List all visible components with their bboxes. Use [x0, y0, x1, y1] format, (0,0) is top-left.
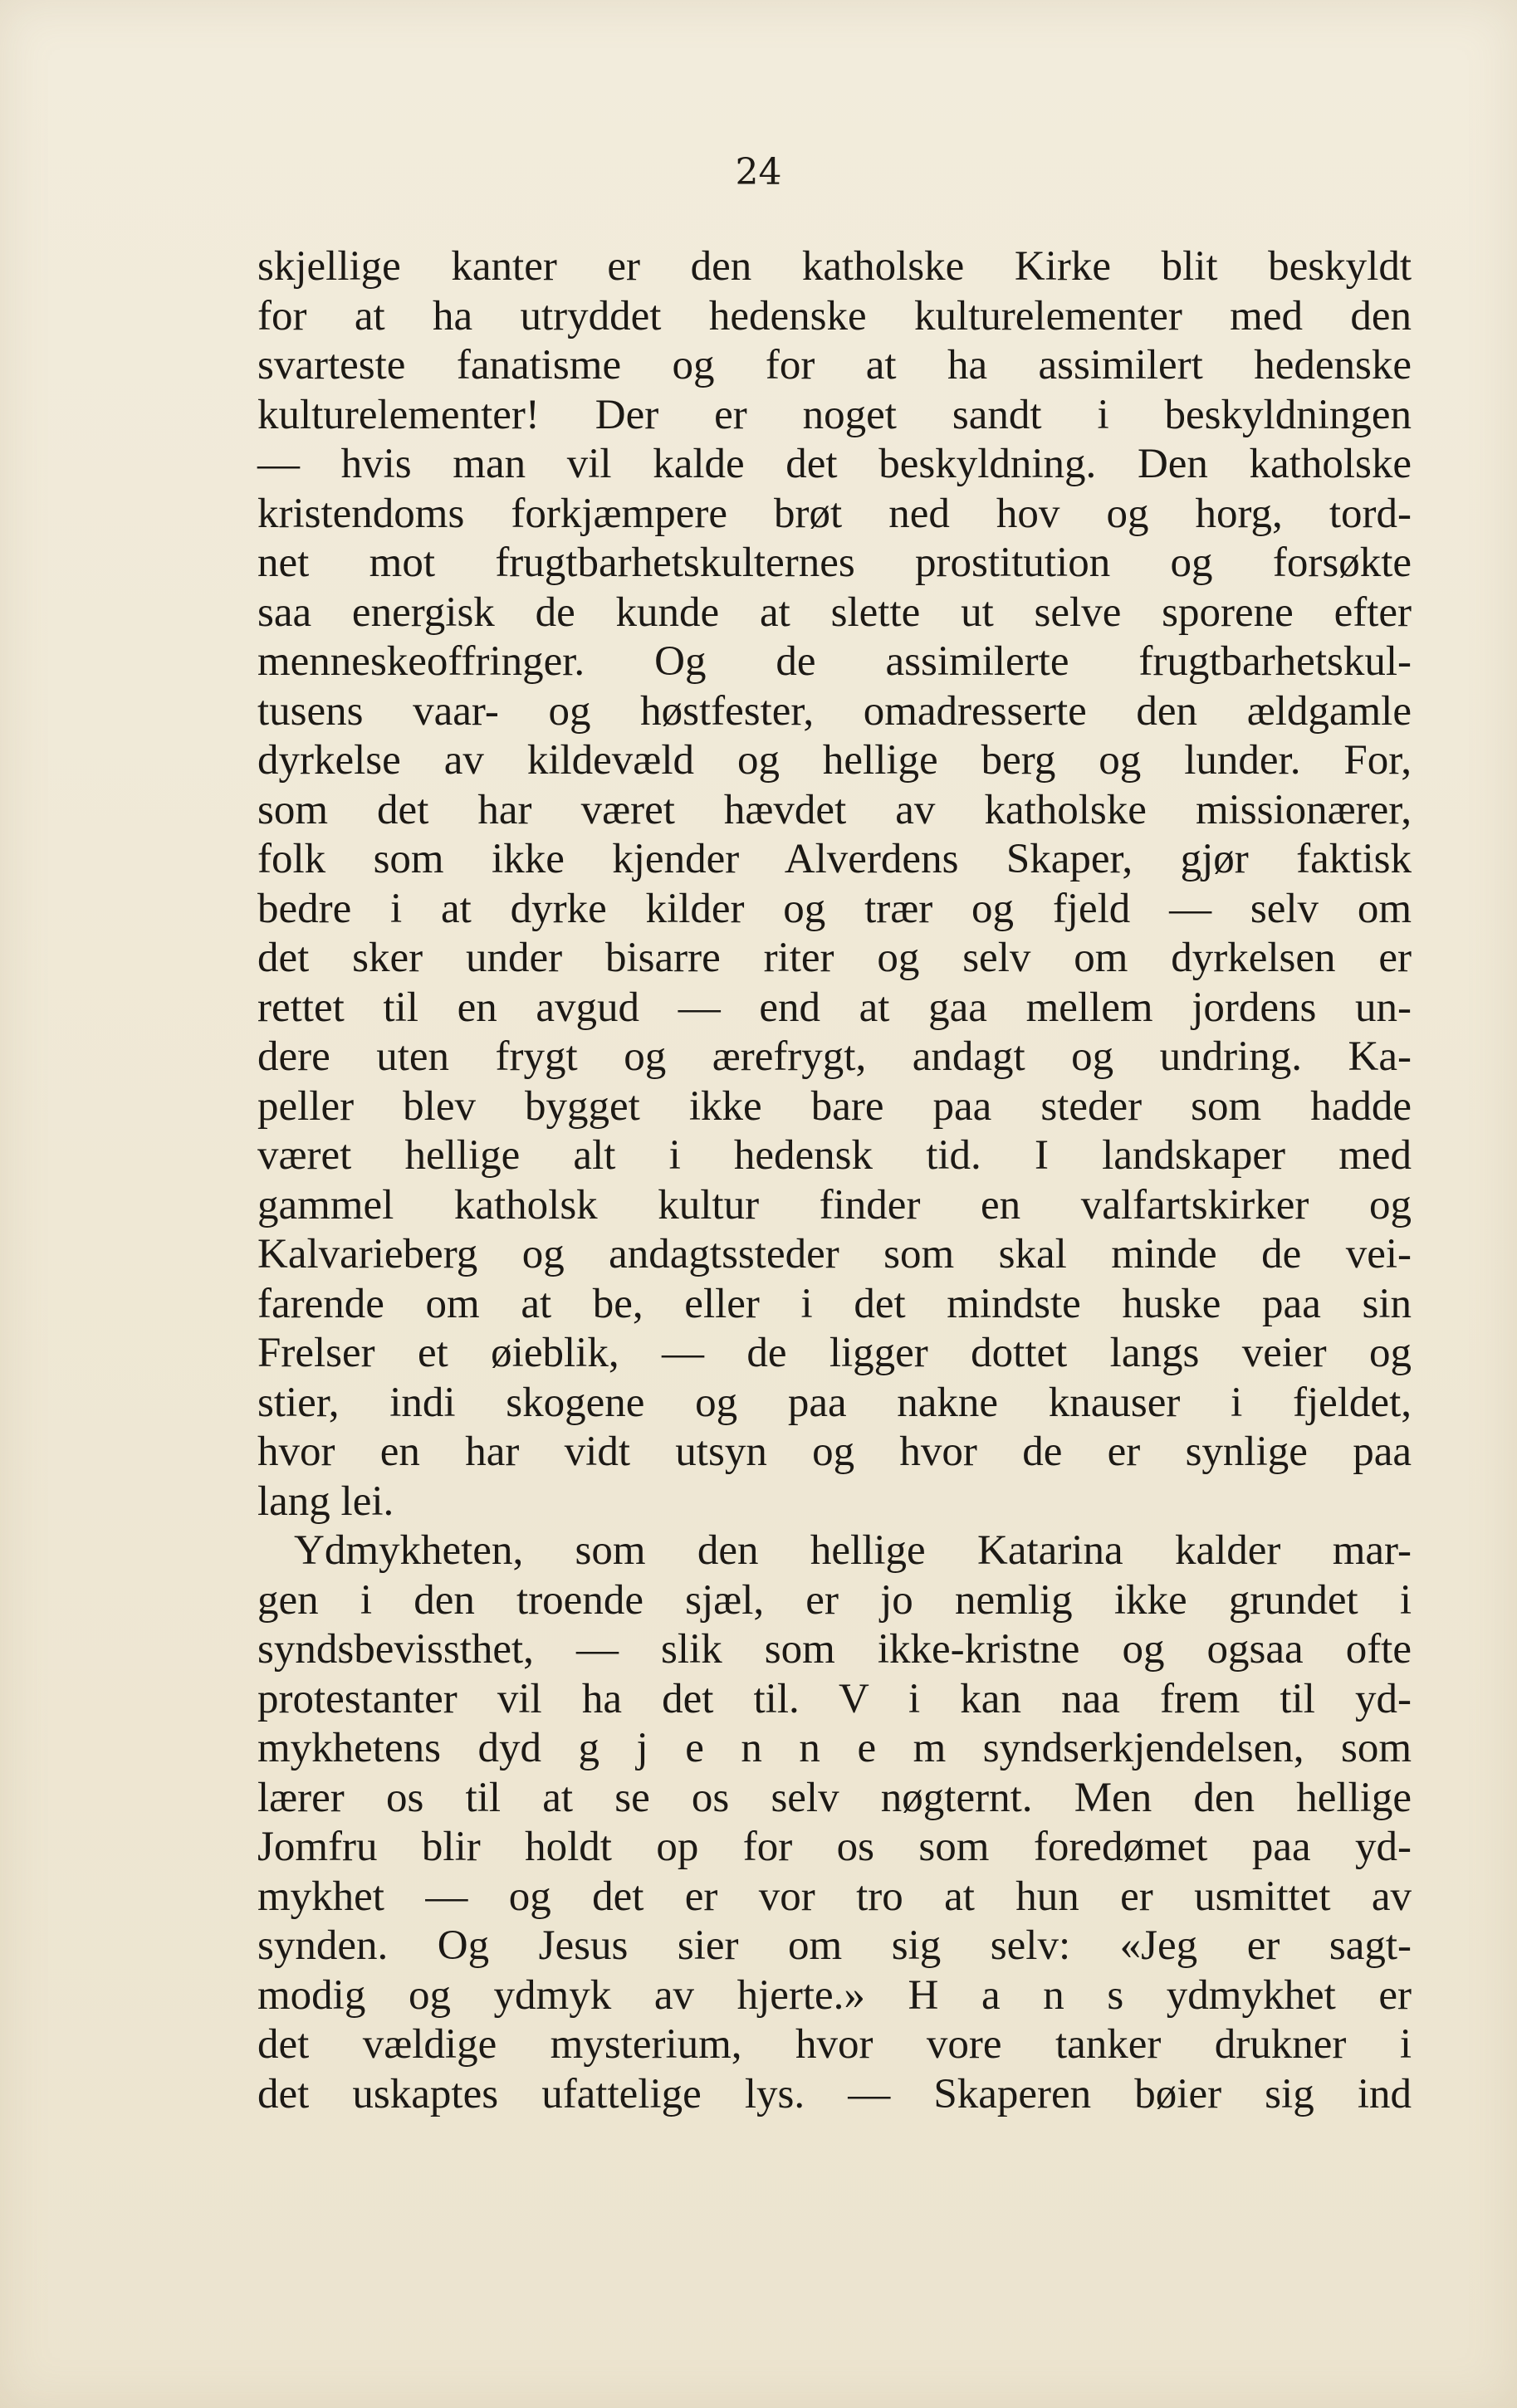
text-line: dere uten frygt og ærefrygt, andagt og undring. Ka-	[257, 1033, 1412, 1080]
text-line: dyrkelse av kildevæld og hellige berg og lunder. For,	[257, 737, 1412, 784]
text-line: som det har været hævdet av katholske missionærer,	[257, 786, 1412, 833]
text-line: syndsbevissthet, — slik som ikke-kristne og ogsaa ofte	[257, 1626, 1412, 1673]
text-line: menneskeoffringer. Og de assimilerte frugtbarhetskul-	[257, 638, 1412, 685]
text-line: Frelser et øieblik, — de ligger dottet langs veier og	[257, 1330, 1412, 1376]
text-line: stier, indi skogene og paa nakne knauser i fjeldet,	[257, 1379, 1412, 1426]
text-line: rettet til en avgud — end at gaa mellem jordens un-	[257, 984, 1412, 1031]
text-line: været hellige alt i hedensk tid. I landskaper med	[257, 1132, 1412, 1179]
text-line: Ydmykheten, som den hellige Katarina kalder mar-	[294, 1527, 1412, 1574]
text-line: — hvis man vil kalde det beskyldning. Den katholske	[257, 441, 1412, 487]
text-line: det vældige mysterium, hvor vore tanker drukner i	[257, 2021, 1412, 2068]
text-line: Jomfru blir holdt op for os som foredømet paa yd-	[257, 1824, 1412, 1870]
text-line: gammel katholsk kultur finder en valfartskirker og	[257, 1181, 1412, 1228]
text-line: saa energisk de kunde at slette ut selve sporene efter	[257, 589, 1412, 636]
text-line: gen i den troende sjæl, er jo nemlig ikke grundet i	[257, 1576, 1412, 1624]
text-line: skjellige kanter er den katholske Kirke blit beskyldt	[257, 243, 1412, 290]
text-line: net mot frugtbarhetskulternes prostitution og forsøkte	[257, 540, 1412, 586]
text-line: peller blev bygget ikke bare paa steder som hadde	[257, 1082, 1412, 1130]
text-line: kristendoms forkjæmpere brøt ned hov og horg, tord-	[257, 490, 1412, 537]
text-line: mykhet — og det er vor tro at hun er usmittet av	[257, 1873, 1412, 1920]
text-line: hvor en har vidt utsyn og hvor de er synlige paa	[257, 1429, 1412, 1475]
text-line: Kalvarieberg og andagtssteder som skal minde de vei-	[257, 1231, 1412, 1277]
text-line: protestanter vil ha det til. V i kan naa frem til yd-	[257, 1675, 1412, 1722]
text-line: kulturelementer! Der er noget sandt i beskyldningen	[257, 391, 1412, 438]
text-line: svarteste fanatisme og for at ha assimilert hedenske	[257, 342, 1412, 388]
text-line: modig og ydmyk av hjerte.» H a n s ydmykhet er	[257, 1971, 1412, 2019]
text-line: folk som ikke kjender Alverdens Skaper, gjør faktisk	[257, 836, 1412, 882]
text-line: synden. Og Jesus sier om sig selv: «Jeg er sagt-	[257, 1922, 1412, 1969]
body-text	[257, 242, 1412, 2119]
text-line: tusens vaar- og høstfester, omadresserte den ældgamle	[257, 687, 1412, 735]
text-line: lærer os til at se os selv nøgternt. Men den hellige	[257, 1774, 1412, 1821]
text-line: det uskaptes ufattelige lys. — Skaperen bøier sig ind	[257, 2070, 1412, 2117]
text-line: farende om at be, eller i det mindste huske paa sin	[257, 1280, 1412, 1327]
text-line: bedre i at dyrke kilder og trær og fjeld — selv om	[257, 885, 1412, 932]
text-line: for at ha utryddet hedenske kulturelementer med den	[257, 292, 1412, 339]
text-line: lang lei.	[257, 1478, 394, 1525]
text-line: mykhetens dyd g j e n n e m syndserkjendelsen, som	[257, 1725, 1412, 1771]
text-line: det sker under bisarre riter og selv om dyrkelsen er	[257, 935, 1412, 981]
page-number: 24	[735, 151, 782, 193]
